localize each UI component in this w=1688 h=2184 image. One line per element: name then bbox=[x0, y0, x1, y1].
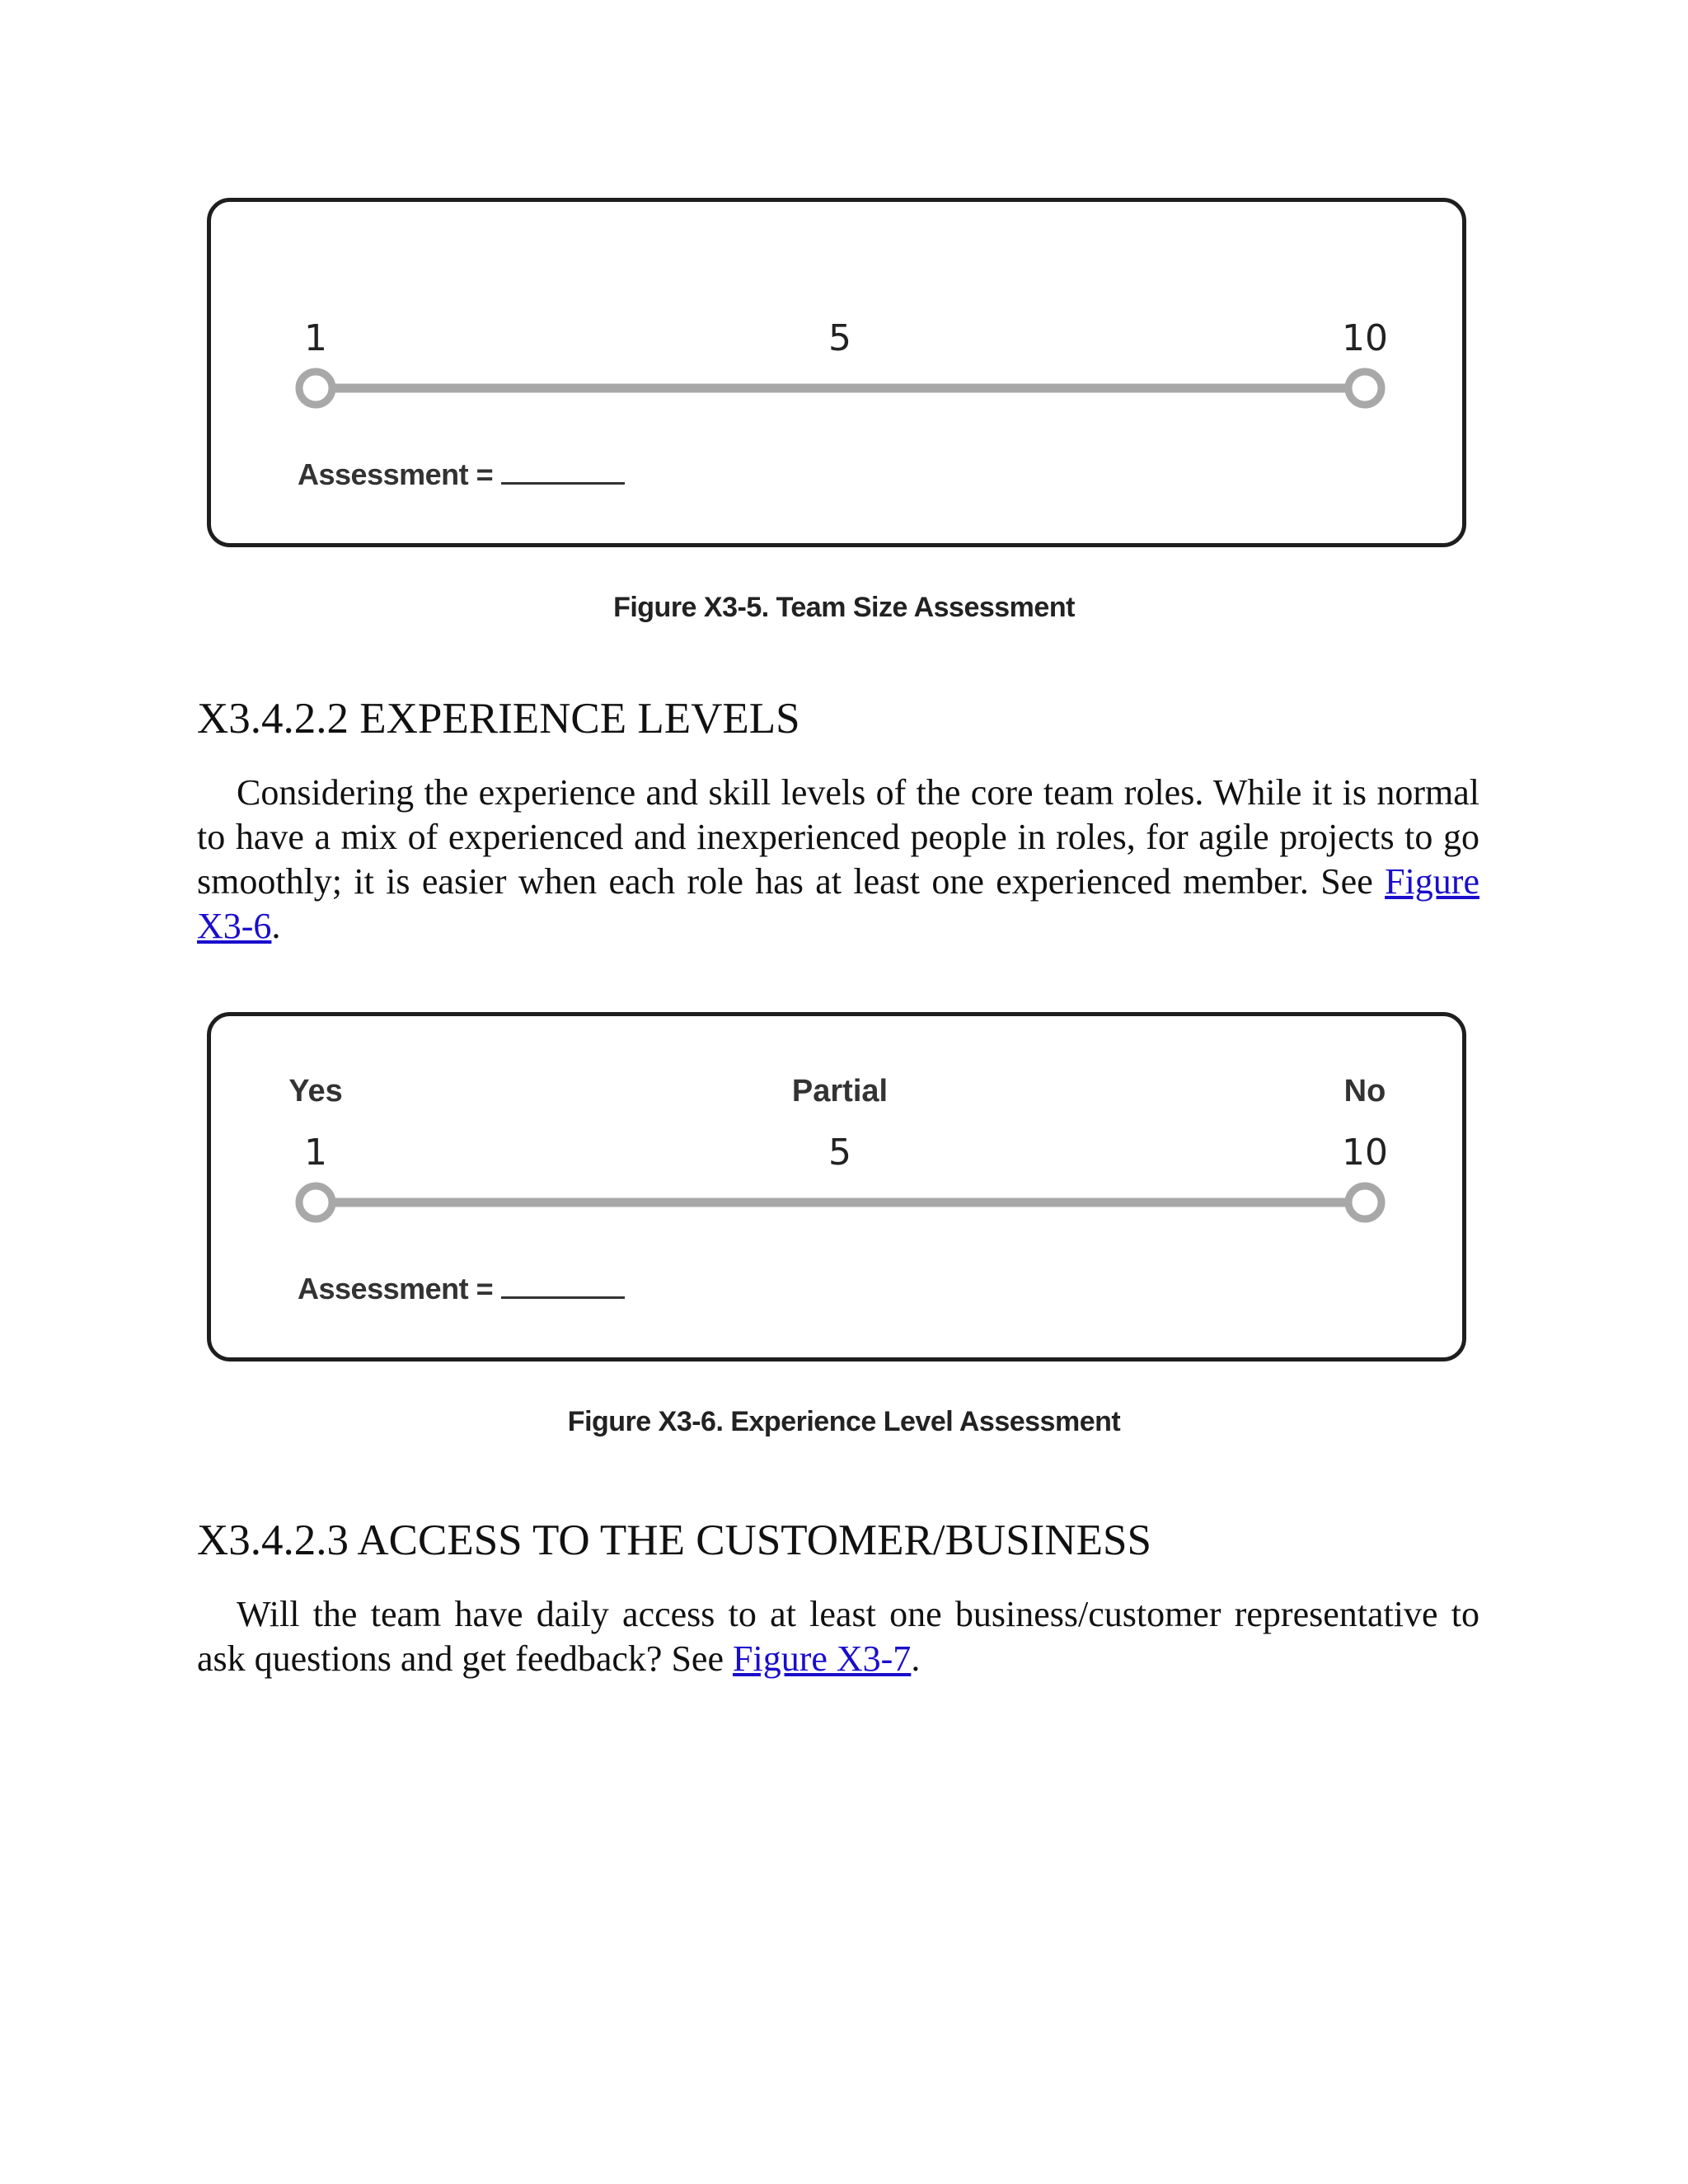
paragraph-experience-levels bbox=[197, 771, 1479, 949]
scale-start-marker bbox=[299, 372, 332, 405]
assessment-blank bbox=[501, 1268, 625, 1299]
paragraph-text: Considering the experience and skill levels of the core team roles. While it is normal to have a mix of experienced and inexperienced people in roles, for agile projects to go smoothly; it is easier when each role has at least one experienced member. See bbox=[197, 772, 1479, 902]
assessment-label: Assessment = bbox=[298, 1272, 494, 1305]
figure-team-size-frame bbox=[207, 198, 1466, 547]
figure-caption-experience-level: Figure X3-6. Experience Level Assessment bbox=[567, 1406, 1121, 1437]
section-heading-experience-levels: X3.4.2.2 EXPERIENCE LEVELS bbox=[197, 695, 800, 743]
scale-label-10: 10 bbox=[1342, 317, 1388, 359]
figure-caption-team-size: Figure X3-5. Team Size Assessment bbox=[613, 592, 1075, 623]
section-heading-access-to-customer: X3.4.2.3 ACCESS TO THE CUSTOMER/BUSINESS bbox=[197, 1516, 1151, 1564]
assessment-line bbox=[298, 454, 625, 492]
paragraph-access-to-customer bbox=[197, 1592, 1479, 1681]
paragraph-end: . bbox=[911, 1638, 921, 1679]
scale-start-marker bbox=[299, 1186, 332, 1219]
word-label-yes: Yes bbox=[288, 1074, 343, 1108]
assessment-blank bbox=[501, 454, 625, 485]
assessment-label: Assessment = bbox=[298, 457, 494, 491]
scale-label-10: 10 bbox=[1342, 1132, 1388, 1174]
word-label-no: No bbox=[1343, 1074, 1386, 1108]
scale-label-1: 1 bbox=[304, 317, 327, 359]
figure-x3-7-link[interactable]: Figure X3-7 bbox=[733, 1638, 912, 1679]
scale-label-5: 5 bbox=[828, 317, 851, 359]
scale-end-marker bbox=[1348, 372, 1381, 405]
figure-experience-level-frame bbox=[207, 1012, 1466, 1361]
figure-x3-6-link[interactable]: Figure X3-6 bbox=[197, 861, 1479, 946]
paragraph-end: . bbox=[271, 906, 281, 946]
word-label-partial: Partial bbox=[791, 1074, 889, 1108]
paragraph-text: Will the team have daily access to at least one business/customer representative to ask questions and get feedback? See bbox=[197, 1594, 1479, 1679]
scale-label-1: 1 bbox=[304, 1132, 327, 1174]
scale-end-marker bbox=[1348, 1186, 1381, 1219]
assessment-line bbox=[298, 1268, 625, 1306]
scale-label-5: 5 bbox=[828, 1132, 851, 1174]
